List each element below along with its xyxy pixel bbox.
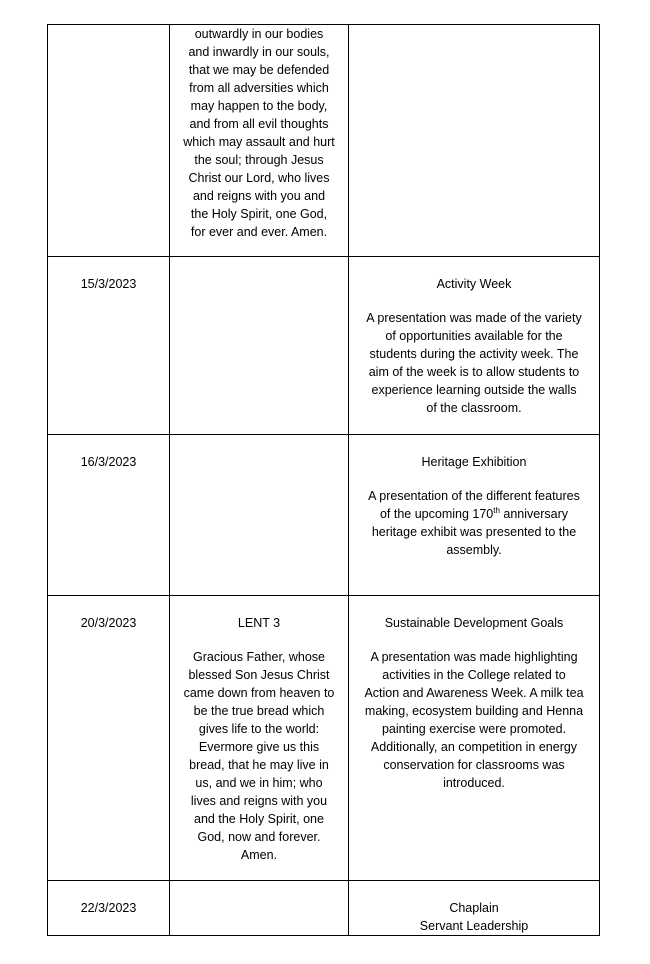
reading-cell <box>170 435 349 596</box>
table-row <box>48 257 600 435</box>
event-description-part: A presentation of the different features of the upcoming 170 <box>368 489 580 521</box>
event-description: A presentation was made highlighting activities in the College related to Action and Awareness Week. A milk tea making, ecosystem building and Henna painting exercise were promoted. Additionally, an competition in energy conservation for classrooms was introduced. <box>364 650 584 790</box>
schedule-table <box>47 24 600 936</box>
event-description: A presentation was made of the variety of opportunities available for the students during the activity week. The aim of the week is to allow students to experience learning outside the walls of the classroom. <box>366 311 582 415</box>
table-row <box>48 25 600 257</box>
event-cell <box>349 257 600 435</box>
table-row <box>48 435 600 596</box>
date-cell <box>48 25 170 257</box>
event-cell <box>349 435 600 596</box>
collect-text: Gracious Father, whose blessed Son Jesus Christ came down from heaven to be the true bread which gives life to the world: Evermore give us this bread, that he may live in us, and we in him; who lives and reigns with you and the Holy Spirit, one God, now and forever. Amen. <box>183 650 335 862</box>
event-title: Chaplain <box>449 901 499 915</box>
reading-cell <box>170 257 349 435</box>
date-cell <box>48 435 170 596</box>
reading-cell <box>170 881 349 936</box>
date-text: 16/3/2023 <box>80 455 137 469</box>
event-subtitle: Servant Leadership <box>419 919 529 933</box>
event-cell <box>349 596 600 881</box>
event-title: Activity Week <box>436 277 512 291</box>
event-cell <box>349 25 600 257</box>
date-text: 22/3/2023 <box>80 901 137 915</box>
date-cell <box>48 257 170 435</box>
ordinal-suffix: th <box>493 506 500 515</box>
reading-cell <box>170 25 349 257</box>
reading-cell <box>170 596 349 881</box>
event-cell <box>349 881 600 936</box>
event-description-part: anniversary heritage exhibit was presented to the assembly. <box>371 507 577 557</box>
collect-text: outwardly in our bodies and inwardly in our souls, that we may be defended from all adversities which may happen to the body, and from all evil thoughts which may assault and hurt the soul; through Jesus Christ our Lord, who lives and reigns with you and the Holy Spirit, one God, for ever and ever. Amen. <box>183 27 335 239</box>
date-cell <box>48 881 170 936</box>
reading-title: LENT 3 <box>237 616 281 630</box>
event-title: Sustainable Development Goals <box>384 616 564 630</box>
date-text: 20/3/2023 <box>80 616 137 630</box>
date-cell <box>48 596 170 881</box>
date-text: 15/3/2023 <box>80 277 137 291</box>
table-row <box>48 881 600 936</box>
event-title: Heritage Exhibition <box>421 455 527 469</box>
event-description <box>355 487 593 559</box>
table-row <box>48 596 600 881</box>
